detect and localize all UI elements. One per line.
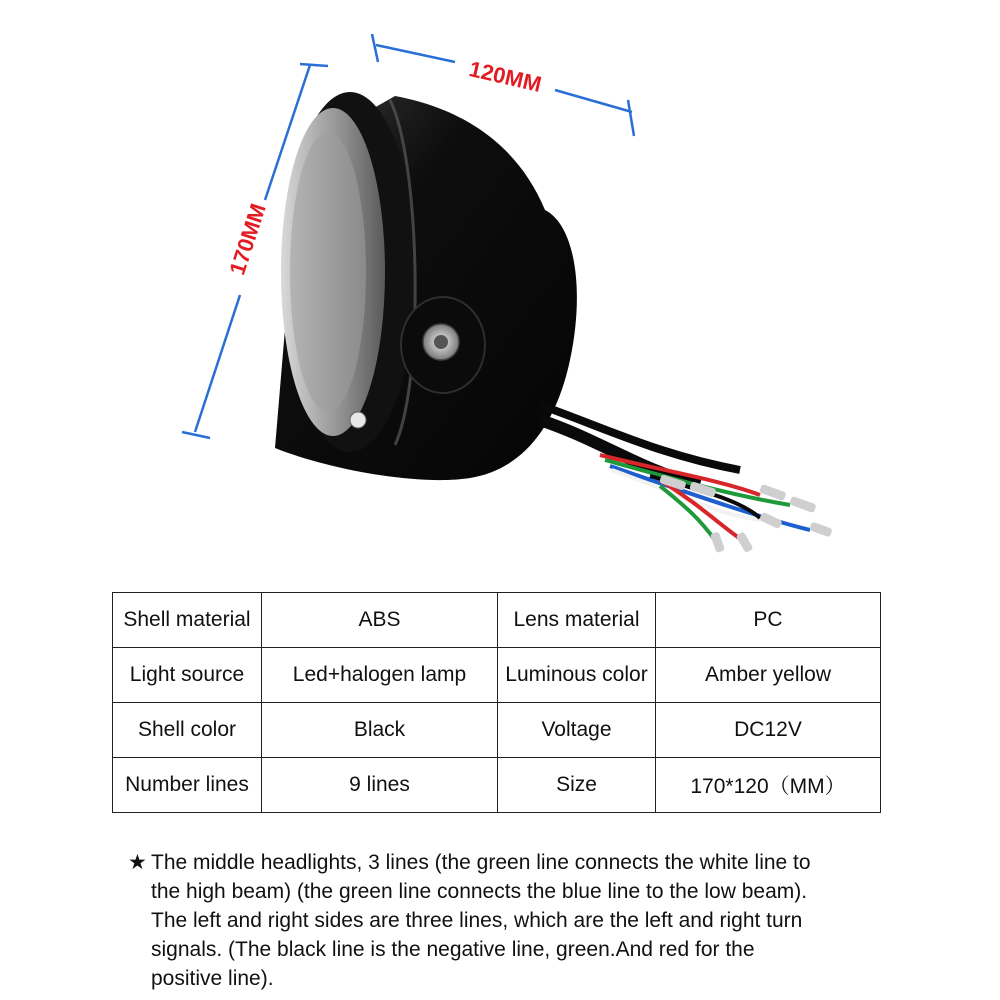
spec-label: Light source (113, 648, 262, 703)
spec-label: Shell material (113, 593, 262, 648)
spec-value: 170*120（MM） (656, 758, 881, 813)
spec-label: Luminous color (498, 648, 656, 703)
wire-connector (809, 521, 833, 537)
wiring-note (128, 848, 888, 993)
table-row (113, 703, 881, 758)
spec-label: Voltage (498, 703, 656, 758)
spec-label: Shell color (113, 703, 262, 758)
spec-table (112, 592, 881, 813)
note-line: The left and right sides are three lines, which are the left and right turn (151, 909, 803, 932)
note-line: positive line). (151, 967, 274, 990)
headlight-image (275, 92, 577, 480)
adjust-screw (350, 412, 366, 428)
wire-connector (736, 531, 754, 553)
spec-value: Amber yellow (656, 648, 881, 703)
spec-label: Lens material (498, 593, 656, 648)
table-row (113, 648, 881, 703)
wire-connector (710, 531, 725, 553)
spec-label: Number lines (113, 758, 262, 813)
spec-value: PC (656, 593, 881, 648)
wire-connector (789, 496, 817, 513)
spec-label: Size (498, 758, 656, 813)
wire-connector (759, 512, 783, 529)
wire-harness (540, 405, 833, 553)
height-dimension-label: 170MM (224, 200, 271, 278)
spec-value: ABS (262, 593, 498, 648)
note-line: signals. (The black line is the negative line, green.And red for the (151, 938, 755, 961)
star-icon: ★ (128, 851, 147, 874)
width-dimension-label: 120MM (466, 56, 544, 97)
spec-value: Led+halogen lamp (262, 648, 498, 703)
note-line: ★ The middle headlights, 3 lines (the green line connects the white line to (128, 848, 888, 877)
table-row (113, 593, 881, 648)
table-row (113, 758, 881, 813)
spec-value: 9 lines (262, 758, 498, 813)
spec-value: DC12V (656, 703, 881, 758)
spec-value: Black (262, 703, 498, 758)
note-line: the high beam) (the green line connects the blue line to the low beam). (151, 880, 808, 903)
